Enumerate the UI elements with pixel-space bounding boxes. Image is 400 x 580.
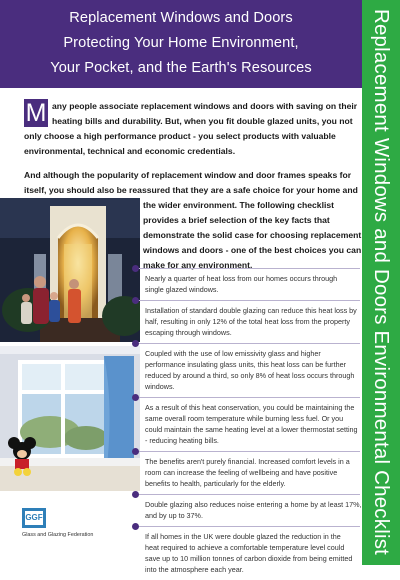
checklist-item <box>136 343 360 397</box>
checklist-line: save up to 10 million tonnes of carbon dioxide from being emitted <box>145 554 353 563</box>
checklist-line: If all homes in the UK were double glazed the reduction in the <box>145 532 341 541</box>
intro-p2-line: And although the popularity of replacement window and door frames speaks for <box>24 170 352 180</box>
checklist-item <box>136 397 360 451</box>
checklist-line: Coupled with the use of low emissivity glass and higher <box>145 349 321 358</box>
intro-p1-line: any people associate replacement windows and doors with saving on their <box>52 101 358 111</box>
bedroom-window-photo <box>0 346 140 491</box>
checklist-line: half, resulting in only 12% of the total heat loss from the property <box>145 317 350 326</box>
checklist-line: heat required to achieve a comfortable temperature level could <box>145 543 345 552</box>
checklist-line: same overall room temperature while burning less fuel. Or you <box>145 414 344 423</box>
checklist-item <box>136 451 360 494</box>
drop-cap: M <box>25 99 47 127</box>
intro-p1-line: only choose a high performance product - you select products with valuable <box>24 131 336 141</box>
bullet-dot-icon <box>132 491 139 498</box>
checklist-item-text <box>145 344 360 397</box>
checklist-line: Double glazing also reduces noise entering a home by at least 17%, <box>145 500 362 509</box>
checklist-item <box>136 268 360 300</box>
bullet-dot-icon <box>132 265 139 272</box>
checklist-line: room can increase the feeling of wellbeing and have positive <box>145 468 338 477</box>
header-banner <box>0 0 362 88</box>
checklist-line: and by up to 37%. <box>145 511 203 520</box>
checklist-item-text <box>145 398 360 451</box>
bullet-dot-icon <box>132 297 139 304</box>
intro-p3-line: the wider environment. The following checklist <box>143 200 335 210</box>
checklist-item <box>136 526 360 580</box>
checklist-line: single glazed windows. <box>145 285 219 294</box>
checklist-line: Installation of standard double glazing can reduce this heat loss by <box>145 306 357 315</box>
intro-paragraph-2 <box>24 168 360 198</box>
header-title-line-2: Protecting Your Home Environment, <box>63 35 299 51</box>
bullet-dot-icon <box>132 394 139 401</box>
environmental-checklist <box>136 268 360 580</box>
checklist-line: windows. <box>145 382 175 391</box>
checklist-item-text <box>145 527 360 580</box>
checklist-line: As a result of this heat conservation, you could be maintaining the <box>145 403 355 412</box>
side-title: Replacement Windows and Doors Environmental Checklist <box>370 8 393 556</box>
bullet-dot-icon <box>132 523 139 530</box>
family-doorway-photo <box>0 198 140 342</box>
intro-paragraph-1 <box>24 99 358 159</box>
header-title-line-1: Replacement Windows and Doors <box>69 10 293 26</box>
intro-p3-line: demonstrate the solid case for choosing replacement <box>143 230 362 240</box>
intro-paragraph-3 <box>143 198 362 273</box>
checklist-item <box>136 494 360 526</box>
ggf-logo-caption: Glass and Glazing Federation <box>22 532 94 538</box>
bullet-dot-icon <box>132 340 139 347</box>
intro-p2-line: itself, you should also be reassured that they are a safe choice for your home and <box>24 185 358 195</box>
bullet-dot-icon <box>132 448 139 455</box>
checklist-line: The benefits aren't purely financial. Increased comfort levels in a <box>145 457 350 466</box>
checklist-line: - reducing heating bills. <box>145 436 219 445</box>
intro-p3-line: make for any environment. <box>143 260 253 270</box>
checklist-item-text <box>145 495 360 526</box>
checklist-item-text <box>145 269 360 300</box>
checklist-line: escaping through windows. <box>145 328 232 337</box>
intro-p3-line: windows and doors - one of the best choices you can <box>143 245 362 255</box>
header-title-line-3: Your Pocket, and the Earth's Resources <box>50 60 312 76</box>
intro-p3-line: provides a brief selection of the key facts that <box>143 215 330 225</box>
checklist-item <box>136 300 360 343</box>
checklist-line: benefits to health, particularly for the elderly. <box>145 479 286 488</box>
checklist-item-text <box>145 301 360 343</box>
intro-p1-line: heating bills and durability. But, when you fit double glazed units, you not <box>52 116 353 126</box>
checklist-line: into the atmosphere each year. <box>145 565 244 574</box>
checklist-line: could maintain the same heating level at a lower thermostat setting <box>145 425 358 434</box>
checklist-line: performance insulating glass units, this heat loss can be further <box>145 360 346 369</box>
checklist-item-text <box>145 452 360 494</box>
checklist-line: Nearly a quarter of heat loss from our homes occurs through <box>145 274 338 283</box>
intro-p1-line: environmental, technical and economic credentials. <box>24 146 236 156</box>
ggf-logo <box>22 508 46 528</box>
ggf-logo-mark: GGF <box>25 511 43 525</box>
checklist-line: reduced by around a third, so only 8% of heat loss occurs through <box>145 371 355 380</box>
